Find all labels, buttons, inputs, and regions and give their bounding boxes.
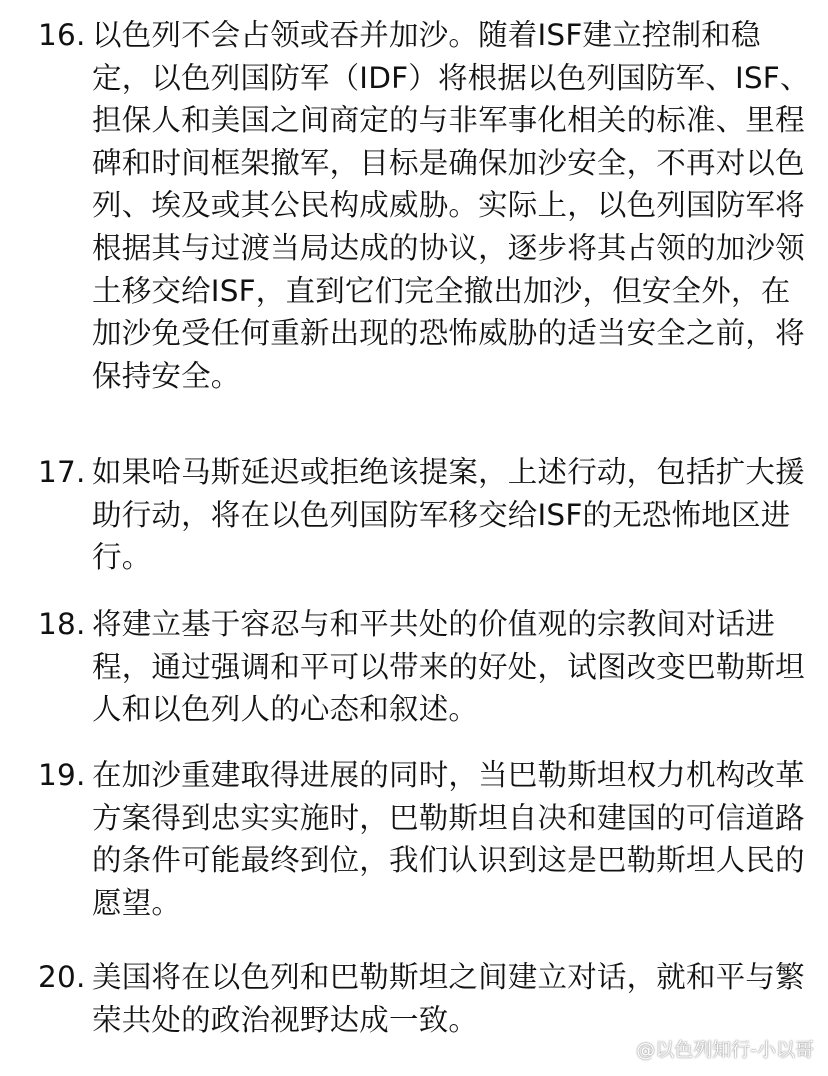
watermark: [610, 1035, 814, 1062]
text-line: 列、埃及或其公民构成威胁。实际上，以色列国防军将: [92, 188, 805, 223]
text-line: 保持安全。: [92, 358, 241, 393]
list-item-20: [0, 956, 828, 1041]
list-item-19: [0, 754, 828, 924]
list-item-18: [0, 603, 828, 731]
item-number: 17.: [38, 455, 86, 489]
item-number: 16.: [38, 18, 86, 52]
text-line: 程，通过强调和平可以带来的好处，试图改变巴勒斯坦: [92, 649, 805, 684]
watermark-text: @以色列知行-小以哥: [636, 1039, 814, 1061]
item-number: 18.: [38, 607, 86, 641]
weibo-icon: [610, 1040, 632, 1058]
text-line: 根据其与过渡当局达成的协议，逐步将其占领的加沙领: [92, 230, 805, 265]
text-line: 定，以色列国防军（IDF）将根据以色列国防军、ISF、: [92, 60, 810, 95]
text-line: 荣共处的政治视野达成一致。: [92, 1002, 479, 1037]
text-line: 行。: [92, 540, 152, 575]
text-line: 人和以色列人的心态和叙述。: [92, 692, 479, 727]
text-line: 的条件可能最终到位，我们认识到这是巴勒斯坦人民的: [92, 843, 805, 878]
text-line: 土移交给ISF，直到它们完全撤出加沙，但安全外，在: [92, 273, 791, 308]
text-line: 碑和时间框架撤军，目标是确保加沙安全，不再对以色: [92, 145, 805, 180]
text-line: 担保人和美国之间商定的与非军事化相关的标准、里程: [92, 103, 805, 138]
text-line: 将建立基于容忍与和平共处的价值观的宗教间对话进: [92, 607, 776, 641]
list-item-16: [0, 14, 828, 397]
text-line: 愿望。: [92, 885, 182, 920]
text-line: 加沙免受任何重新出现的恐怖威胁的适当安全之前，将: [92, 316, 805, 351]
text-line: 助行动，将在以色列国防军移交给ISF的无恐怖地区进: [92, 497, 791, 532]
text-line: 美国将在以色列和巴勒斯坦之间建立对话，就和平与繁: [92, 960, 805, 994]
text-line: 方案得到忠实实施时，巴勒斯坦自决和建国的可信道路: [92, 800, 805, 835]
list-item-17: [0, 451, 828, 579]
text-line: 如果哈马斯延迟或拒绝该提案，上述行动，包括扩大援: [92, 455, 805, 489]
item-number: 19.: [38, 758, 86, 792]
text-line: 在加沙重建取得进展的同时，当巴勒斯坦权力机构改革: [92, 758, 805, 792]
text-line: 以色列不会占领或吞并加沙。随着ISF建立控制和稳: [92, 18, 761, 52]
item-number: 20.: [38, 960, 86, 994]
